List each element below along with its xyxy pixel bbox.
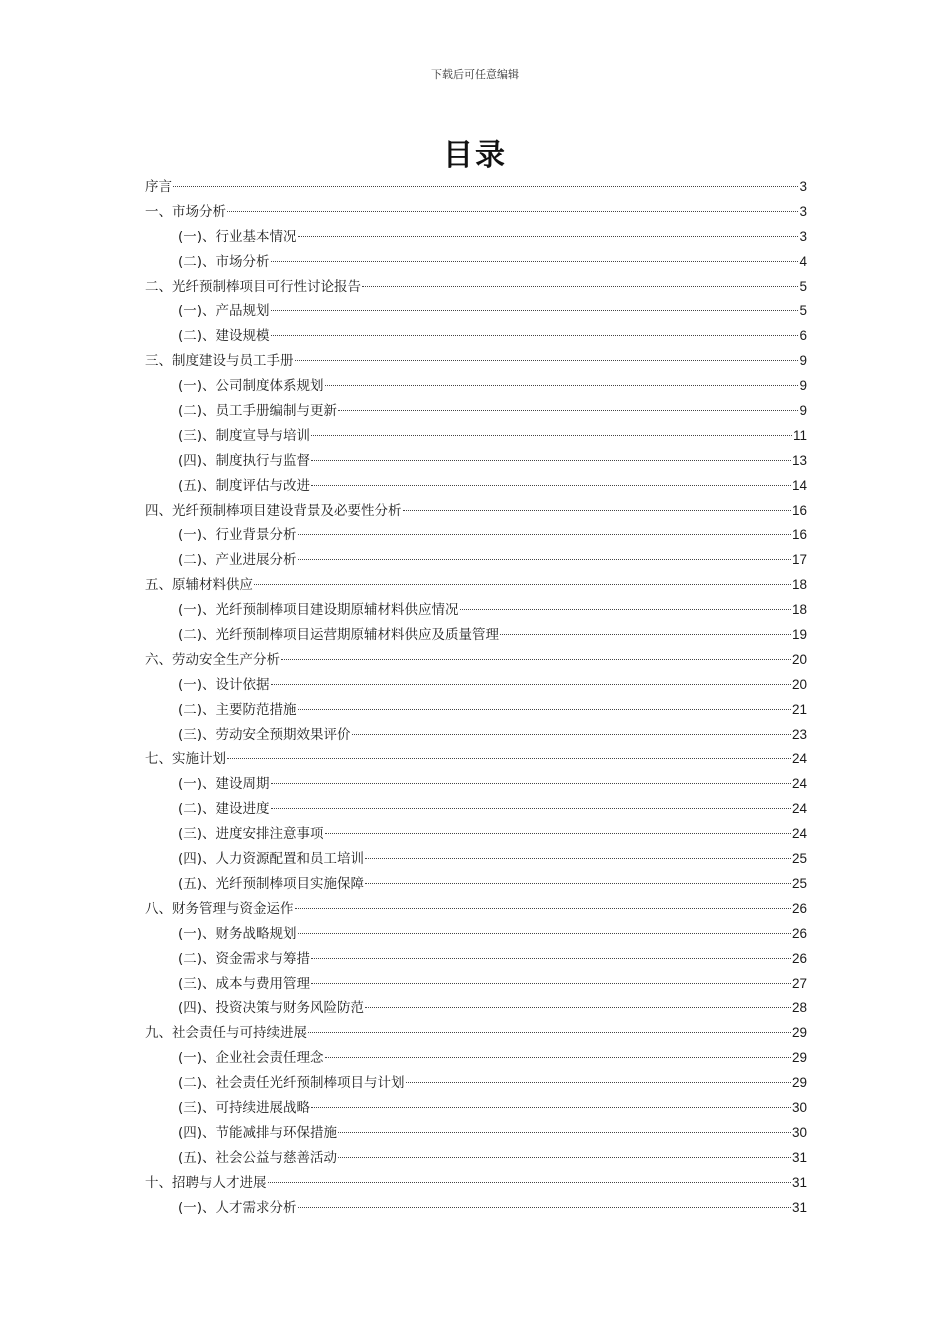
dot-leader — [227, 758, 791, 759]
toc-subentry[interactable] — [145, 548, 807, 573]
toc-subentry[interactable] — [145, 374, 807, 399]
toc-subentry[interactable] — [145, 797, 807, 822]
toc-entry-page: 29 — [791, 1050, 807, 1066]
toc-entry-label: (三)、进度安排注意事项 — [178, 826, 324, 843]
toc-entry-label: (一)、行业背景分析 — [178, 527, 297, 544]
dot-leader — [311, 485, 791, 486]
toc-entry-page: 3 — [799, 203, 807, 219]
toc-entry-label: (一)、人才需求分析 — [178, 1199, 297, 1216]
toc-subentry[interactable] — [145, 922, 807, 947]
toc-entry-page: 16 — [791, 527, 807, 543]
toc-entry-label: (四)、节能减排与环保措施 — [178, 1124, 338, 1141]
dot-leader — [325, 833, 791, 834]
toc-entry-label: (一)、产品规划 — [178, 303, 270, 320]
toc-entry-page: 6 — [799, 328, 807, 344]
dot-leader — [298, 709, 791, 710]
dot-leader — [325, 385, 799, 386]
toc-entry-page: 13 — [791, 452, 807, 468]
toc-subentry[interactable] — [145, 772, 807, 797]
toc-entry-page: 3 — [799, 179, 807, 194]
toc-entry-page: 29 — [791, 1025, 807, 1041]
toc-subentry[interactable] — [145, 324, 807, 349]
toc-entry-label: (五)、制度评估与改进 — [178, 477, 311, 494]
dot-leader — [298, 1207, 791, 1208]
toc-entry-label: (三)、制度宣导与培训 — [178, 427, 311, 444]
toc-entry-page: 31 — [791, 1149, 807, 1165]
dot-leader — [365, 1007, 791, 1008]
toc-entry-page: 29 — [791, 1075, 807, 1091]
toc-entry-label: (二)、社会责任光纤预制棒项目与计划 — [178, 1075, 405, 1092]
toc-entry-page: 26 — [791, 900, 807, 916]
toc-entry-label: (二)、主要防范措施 — [178, 701, 297, 718]
toc-entry-label: (二)、建设规模 — [178, 328, 270, 345]
toc-entry-label: (二)、光纤预制棒项目运营期原辅材料供应及质量管理 — [178, 627, 500, 644]
toc-subentry[interactable] — [145, 1096, 807, 1121]
toc-subentry[interactable] — [145, 847, 807, 872]
toc-subentry[interactable] — [145, 947, 807, 972]
toc-entry[interactable] — [145, 499, 807, 524]
toc-entry[interactable] — [145, 1021, 807, 1046]
toc-entry-label: 五、原辅材料供应 — [145, 577, 253, 594]
toc-entry-page: 9 — [799, 353, 807, 369]
toc-entry-label: (二)、员工手册编制与更新 — [178, 403, 338, 420]
dot-leader — [227, 211, 798, 212]
dot-leader — [271, 783, 791, 784]
toc-entry-page: 23 — [791, 726, 807, 742]
dot-leader — [338, 1132, 791, 1133]
toc-entry-label: (一)、公司制度体系规划 — [178, 378, 324, 395]
toc-entry-page: 21 — [791, 701, 807, 717]
dot-leader — [298, 933, 791, 934]
dot-leader — [295, 360, 799, 361]
dot-leader — [295, 908, 791, 909]
dot-leader — [311, 435, 792, 436]
toc-entry-page: 27 — [791, 975, 807, 991]
toc-entry-page: 14 — [791, 477, 807, 493]
toc-entry-page: 26 — [791, 950, 807, 966]
toc-entry-label: 二、光纤预制棒项目可行性讨论报告 — [145, 278, 361, 295]
dot-leader — [460, 609, 791, 610]
dot-leader — [311, 958, 791, 959]
toc-entry-page: 5 — [799, 303, 807, 319]
dot-leader — [271, 335, 799, 336]
toc-subentry[interactable] — [145, 1071, 807, 1096]
toc-entry-page: 9 — [799, 403, 807, 419]
dot-leader — [281, 659, 791, 660]
toc-entry-label: (一)、设计依据 — [178, 676, 270, 693]
toc-subentry[interactable] — [145, 399, 807, 424]
toc-entry-page: 26 — [791, 925, 807, 941]
toc-entry-label: 三、制度建设与员工手册 — [145, 353, 294, 370]
toc-title: 目录 — [443, 138, 507, 173]
toc-entry[interactable] — [145, 1171, 807, 1196]
toc-subentry[interactable] — [145, 822, 807, 847]
dot-leader — [271, 310, 799, 311]
dot-leader — [271, 808, 791, 809]
toc-entry-label: (四)、制度执行与监督 — [178, 452, 311, 469]
toc-entry-label: (一)、企业社会责任理念 — [178, 1050, 324, 1067]
toc-entry-page: 18 — [791, 577, 807, 593]
dot-leader — [362, 286, 798, 287]
dot-leader — [365, 858, 791, 859]
toc-entry-label: (一)、建设周期 — [178, 776, 270, 793]
toc-entry-page: 31 — [791, 1199, 807, 1215]
toc-entry-label: (三)、成本与费用管理 — [178, 975, 311, 992]
toc-entry-page: 25 — [791, 875, 807, 891]
dot-leader — [311, 1107, 791, 1108]
toc-subentry[interactable] — [145, 225, 807, 250]
toc-subentry[interactable] — [145, 1196, 807, 1221]
toc-entry-label: (四)、投资决策与财务风险防范 — [178, 1000, 365, 1017]
dot-leader — [311, 983, 791, 984]
toc-subentry[interactable] — [145, 996, 807, 1021]
table-of-contents — [145, 175, 807, 1220]
toc-entry-label: (一)、行业基本情况 — [178, 228, 297, 245]
toc-entry-page: 25 — [791, 851, 807, 867]
toc-entry-page: 17 — [791, 552, 807, 568]
toc-subentry[interactable] — [145, 673, 807, 698]
dot-leader — [500, 634, 791, 635]
toc-entry-page: 3 — [799, 228, 807, 244]
toc-entry-page: 18 — [791, 602, 807, 618]
toc-entry-page: 4 — [799, 253, 807, 269]
toc-entry-page: 24 — [791, 776, 807, 792]
toc-entry-label: (二)、建设进度 — [178, 801, 270, 818]
dot-leader — [403, 510, 791, 511]
toc-entry[interactable] — [145, 175, 807, 200]
toc-entry[interactable] — [145, 573, 807, 598]
dot-leader — [298, 236, 799, 237]
toc-entry-label: (四)、人力资源配置和员工培训 — [178, 851, 365, 868]
header-note: 下载后可任意编辑 — [431, 68, 519, 81]
toc-subentry[interactable] — [145, 1146, 807, 1171]
toc-entry-page: 24 — [791, 826, 807, 842]
toc-entry-page: 20 — [791, 651, 807, 667]
dot-leader — [298, 534, 791, 535]
dot-leader — [406, 1082, 791, 1083]
dot-leader — [268, 1182, 791, 1183]
toc-subentry[interactable] — [145, 250, 807, 275]
dot-leader — [365, 883, 791, 884]
toc-entry-label: 一、市场分析 — [145, 203, 226, 220]
dot-leader — [271, 261, 799, 262]
toc-entry-page: 24 — [791, 751, 807, 767]
toc-entry-label: (一)、光纤预制棒项目建设期原辅材料供应情况 — [178, 602, 459, 619]
toc-entry-label: (二)、产业进展分析 — [178, 552, 297, 569]
toc-subentry[interactable] — [145, 299, 807, 324]
toc-entry-page: 20 — [791, 676, 807, 692]
toc-entry-page: 5 — [799, 278, 807, 294]
toc-entry-label: 四、光纤预制棒项目建设背景及必要性分析 — [145, 502, 402, 519]
toc-subentry[interactable] — [145, 698, 807, 723]
toc-entry-label: (三)、劳动安全预期效果评价 — [178, 726, 351, 743]
toc-entry[interactable] — [145, 897, 807, 922]
dot-leader — [173, 186, 798, 187]
toc-entry-label: (三)、可持续进展战略 — [178, 1099, 311, 1116]
toc-entry-page: 11 — [792, 427, 807, 443]
toc-subentry[interactable] — [145, 623, 807, 648]
dot-leader — [254, 584, 791, 585]
toc-entry-page: 19 — [791, 627, 807, 643]
toc-entry-page: 30 — [791, 1099, 807, 1115]
toc-entry-label: 六、劳动安全生产分析 — [145, 651, 280, 668]
toc-entry-page: 30 — [791, 1124, 807, 1140]
toc-subentry[interactable] — [145, 598, 807, 623]
toc-entry-page: 16 — [791, 502, 807, 518]
toc-subentry[interactable] — [145, 872, 807, 897]
dot-leader — [298, 559, 791, 560]
toc-entry-page: 24 — [791, 801, 807, 817]
toc-entry-label: (五)、社会公益与慈善活动 — [178, 1149, 338, 1166]
toc-entry-label: 序言 — [145, 179, 172, 195]
toc-entry[interactable] — [145, 200, 807, 225]
dot-leader — [325, 1057, 791, 1058]
toc-subentry[interactable] — [145, 723, 807, 748]
toc-subentry[interactable] — [145, 1121, 807, 1146]
toc-subentry[interactable] — [145, 474, 807, 499]
toc-entry-label: 九、社会责任与可持续进展 — [145, 1025, 307, 1042]
toc-entry-page: 31 — [791, 1174, 807, 1190]
dot-leader — [308, 1032, 791, 1033]
toc-entry-label: (五)、光纤预制棒项目实施保障 — [178, 875, 365, 892]
toc-entry-label: (二)、资金需求与筹措 — [178, 950, 311, 967]
toc-entry-page: 28 — [791, 1000, 807, 1016]
toc-entry[interactable] — [145, 349, 807, 374]
toc-entry-label: (二)、市场分析 — [178, 253, 270, 270]
toc-subentry[interactable] — [145, 523, 807, 548]
toc-subentry[interactable] — [145, 1046, 807, 1071]
toc-entry-label: 七、实施计划 — [145, 751, 226, 768]
dot-leader — [352, 734, 791, 735]
toc-entry[interactable] — [145, 275, 807, 300]
toc-entry[interactable] — [145, 648, 807, 673]
toc-subentry[interactable] — [145, 449, 807, 474]
dot-leader — [271, 684, 791, 685]
toc-entry-label: 十、招聘与人才进展 — [145, 1174, 267, 1191]
toc-subentry[interactable] — [145, 972, 807, 997]
toc-entry[interactable] — [145, 747, 807, 772]
toc-entry-label: (一)、财务战略规划 — [178, 925, 297, 942]
dot-leader — [338, 410, 798, 411]
toc-subentry[interactable] — [145, 424, 807, 449]
dot-leader — [311, 460, 791, 461]
toc-entry-page: 9 — [799, 378, 807, 394]
dot-leader — [338, 1157, 791, 1158]
toc-entry-label: 八、财务管理与资金运作 — [145, 900, 294, 917]
